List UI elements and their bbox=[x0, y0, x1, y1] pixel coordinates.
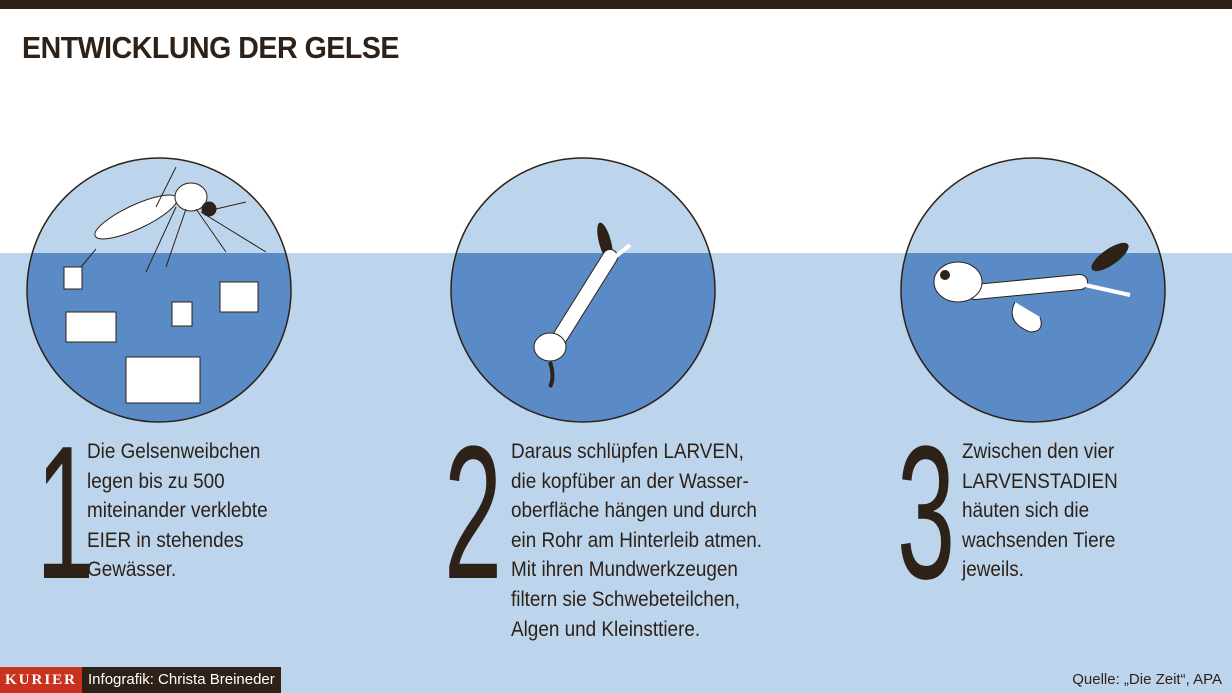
larva-molting-illustration bbox=[900, 157, 1166, 423]
step-number-2: 2 bbox=[444, 407, 503, 619]
text-line: filtern sie Schwebeteilchen, bbox=[511, 587, 741, 611]
source-credit: Quelle: „Die Zeit“, APA bbox=[1072, 671, 1222, 688]
text-line: wachsenden Tiere bbox=[962, 528, 1116, 552]
text-line: Gewässer. bbox=[87, 558, 177, 582]
step-text-1 bbox=[87, 437, 268, 585]
step-number-3: 3 bbox=[897, 407, 956, 619]
author-credit: Infografik: Christa Breineder bbox=[82, 667, 281, 693]
text-line: die kopfüber an der Wasser- bbox=[511, 469, 749, 493]
text-line: Daraus schlüpfen LARVEN, bbox=[511, 440, 744, 463]
eggs-illustration bbox=[26, 157, 292, 423]
text-line: LARVENSTADIEN bbox=[962, 469, 1118, 493]
step-number-1: 1 bbox=[36, 407, 95, 619]
text-line: Mit ihren Mundwerkzeugen bbox=[511, 558, 738, 582]
text-line: EIER in stehendes bbox=[87, 528, 244, 552]
text-line: miteinander verklebte bbox=[87, 499, 268, 523]
step-text-2 bbox=[511, 437, 762, 644]
text-line: jeweils. bbox=[962, 558, 1024, 582]
step-text-3 bbox=[962, 437, 1118, 585]
text-line: oberfläche hängen und durch bbox=[511, 499, 757, 523]
text-line: Algen und Kleinsttiere. bbox=[511, 617, 701, 641]
brand-logo: KURIER bbox=[0, 667, 82, 693]
page-title: ENTWICKLUNG DER GELSE bbox=[22, 30, 399, 65]
text-line: Die Gelsenweibchen bbox=[87, 440, 261, 463]
credit-bar bbox=[0, 667, 281, 693]
text-line: häuten sich die bbox=[962, 499, 1090, 523]
top-bar bbox=[0, 0, 1232, 9]
larva-hanging-illustration bbox=[450, 157, 716, 423]
text-line: Zwischen den vier bbox=[962, 440, 1115, 463]
text-line: legen bis zu 500 bbox=[87, 469, 225, 493]
text-line: ein Rohr am Hinterleib atmen. bbox=[511, 528, 763, 552]
